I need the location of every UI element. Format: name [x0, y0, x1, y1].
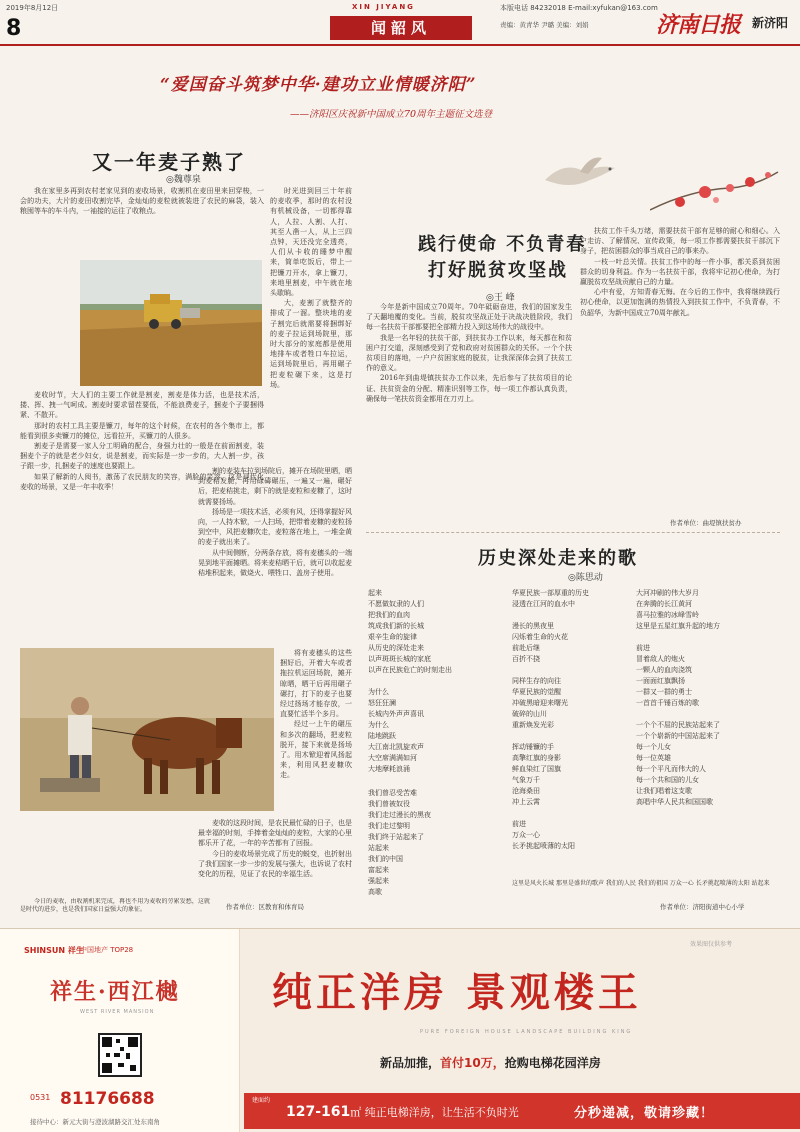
banner-title: “爱国奋斗筑梦中华·建功立业情暖济阳”	[160, 75, 477, 95]
editors-credit: 责编：黄青华 尹璐 美编：刘娟	[500, 21, 589, 29]
article2-footnote: 作者单位：曲堤镇扶贫办	[670, 519, 742, 527]
ad-address: 接待中心：新元大街与澄波湖路交汇处东南角	[30, 1118, 160, 1126]
article1-column-1-bottom: 麦收时节，大人们的主要工作就是割麦，割麦是体力活，也是技术活，搂、挥、拽一气呵成。割麦时要求留茬要低，不能浪费麦子，捆麦个子要捆得紧、不散开。 那时的农村工具主要是镰刀，每年的这个时候，在农村的各个集市上，都能看到很多卖镰刀的摊位，远看拉开，买镰刀的人很多。 割麦子是需要一家人分工明确的配合，身强力壮的一般是在前面割麦，装捆麦个子的就是老少妇女，说是割麦，而实际是一步一步的，大人割一步，孩子跟一步，扎捆麦子的速度也要跟上。 如果了解新的人阅书，激荡了农民朋友的笑容，满脸的笑容，这是现代化麦收的场景，又是一年丰收季！	[20, 391, 264, 491]
article1-column-2: 时光进到回三十年前的麦收季，那时的农村没有机械设备，一切都得靠人，人拉、人割、人打、其至人凿一人，从上三四点钟，天还没完全透亮，人们从卡收的睡梦中醒来，简单吃饭后，带上一把镰刀开水，拿上镰刀，来地里割麦，中午就在地头歇晌。 大，麦割了就整齐的排成了一溜。整块地的麦子割完后就需要将捆绑好的麦子拉运到场院里，那时大部分的家庭都是使用地排车或者牲口车拉运，运到场院里后，再用碾子把麦粒碾下来，这是打场。	[270, 187, 352, 389]
ad-disclaimer: 效果图仅供参考	[690, 941, 733, 948]
issue-date: 2019年8月12日	[6, 4, 59, 12]
newspaper-logo-sub: 新济阳	[752, 16, 789, 30]
article1-column-5: 麦收的这段时间，是农民最忙碌的日子，也是最幸福的时刻，手捧着金灿灿的麦粒，大家的心里都乐开了花，一年的辛苦都有了回报。 今日的麦收场景完成了历史的蜕变，也折射出了我们国家一步一步的发展与强大，也诉说了农村变化的历程，见证了农民的幸福生活。	[198, 819, 352, 879]
section-divider	[366, 532, 780, 533]
ad-area-range: 127-161㎡ 纯正电梯洋房，让生活不负时光	[286, 1104, 519, 1120]
article3-author: ◎陈思动	[568, 573, 603, 583]
ad-brand: SHINSUN 祥生	[24, 946, 84, 955]
article2-column-1: 今年是新中国成立70周年。70年砥砺奋进，我们的国家发生了天翻地覆的变化。当前，脱贫攻坚战正处于决战决胜阶段，我们每一名扶贫干部都要把全部精力投入到这场伟大的战役中。 我是一名年轻的扶贫干部，到扶贫办工作以来，每天都在和贫困户打交道，深刻感受到了党和政府对贫困群众的关怀。一个个扶贫项目的落地，一户户贫困家庭的脱贫，让我深深体会到了扶贫工作的意义。 2016年到曲堤镇扶贫办工作以来，先后参与了扶贫项目的论证、扶贫资金的分配、精准识别等工作，每一项工作都认真负责，确保每一笔扶贫资金都用在刀刃上。	[366, 303, 572, 403]
poem-column-1: 起来 不愿做奴隶的人们 把我们的血肉 筑成我们新的长城 艰辛生命的旋律 从历史的深处走来 以声斑斑长城的家底 以声在民族危亡的时刻走出 为什么 怒狂狂澜 长城内外声声喜讯 为什么 陆地跳跃 大江南北凯旋欢声 大空席满满如河 大地摩耗浪涌	[368, 589, 452, 773]
ad-phone-number[interactable]: 81176688	[60, 1089, 155, 1109]
banner-subtitle: ——济阳区庆祝新中国成立70周年主题征文选登	[290, 109, 493, 120]
poem-column-3: 华夏民族一部厚重的历史 浸透在江河的血水中 漫长的黑夜里 闪烁着生命的火花 前赴后继 百折不挠 同样生存的向往 华夏民族的觉醒 冲破黑暗迎来曙光 破碎的山川 重新焕发光彩 挥动锤镰的手 高擎红旗的身影 鲜血染红了国旗 气象万千 沧海桑田 冲上云霄 前进 万众一心 长矛挑起喷薄的太阳	[512, 589, 589, 850]
article1-column-4: 将有麦穗头的这些捆好后，开着大车或者拖拉机运回场院，摊开晾晒，晒干后再用碾子碾打，打下的麦子也要经过扬场才能存放，一直要忙活半个多月。 经过一上午的碾压和多次的翻场，把麦粒脱开，接下来就是扬场了。用木锨迎着风扬起来，利用风把麦糠吹走。	[280, 649, 352, 780]
ad-headline: 纯正洋房 景观楼王	[272, 969, 642, 1016]
article1-footnote: 作者单位：区教育和体育局	[226, 903, 304, 911]
article2-column-2: 扶贫工作千头万绪，需要扶贫干部有足够的耐心和细心。入户走访、了解情况、宣传政策，每一项工作都需要扶贫干部沉下身子，把贫困群众的事当成自己的事来办。 一枝一叶总关情。扶贫工作中的每一件小事，都关系到贫困群众的切身利益。作为一名扶贫干部，我将牢记初心使命，为打赢脱贫攻坚战贡献自己的力量。 心中有爱，方知青春无悔。在今后的工作中，我将继续践行初心使命，以更加饱满的热情投入到扶贫工作中，不负青春，不负韶华，为新中国成立70周年献礼。	[580, 227, 780, 317]
article1-column-1-top: 我在家里多再到农村老家见到的麦收场景，收割机在麦田里来回穿梭，一会的功夫，大片的麦田收割完毕，金灿灿的麦粒就被装进了农民的麻袋，装入粮囤等车的车斗内，一袖接的运往了收粮点。	[20, 187, 264, 216]
edition-name: XIN JIYANG	[352, 3, 415, 11]
ad-left-panel	[0, 929, 240, 1132]
article3-title: 历史深处走来的歌	[478, 548, 638, 569]
article1-author: ◎魏尊泉	[166, 175, 201, 185]
ad-area-label: 建面约	[252, 1097, 271, 1104]
article1-tail: 今日的麦收，由收割机来完成，再也不用为麦收的劳累发愁，这就是时代的进步，也是我们国家日益强大的象征。	[20, 898, 210, 913]
poem-column-2: 我们曾忍受苦难 我们曾被奴役 我们走过漫长的黑夜 我们走过黎明 我们终于站起来了 站起来 我们的中国 富起来 强起来 高歌	[368, 789, 431, 896]
page-number: 8	[6, 16, 22, 41]
article2-title-line2: 打好脱贫攻坚战	[428, 260, 568, 281]
article1-title: 又一年麦子熟了	[92, 150, 246, 174]
poem-column-2-tail: 这里是风火长城 那里是盛世的歌声 我们的人民 我们的祖国 万众一心 长矛挑起喷薄的太阳 站起来	[512, 880, 770, 887]
poem-column-4: 大河冲刷的伟大岁月 在奔腾的长江黄河 喜马拉雅的冰峰雪岭 这里是五星红旗升起的地方 前进 冒着敌人的炮火 一颗人的血肉浇筑 一面面红旗飘扬 一群又一群的勇士 一首首千锤百炼的歌 一个个不屈的民族站起来了 一个个崭新的中国站起来了 每一个儿女 每一位英雄 每一个平凡而伟大的人 每一个共和国的儿女 让我们唱着这支歌 高唱中华人民共和国国歌	[636, 589, 720, 806]
contact-info: 本版电话 84232018 E-mail:xyfukan@163.com	[500, 4, 658, 12]
newspaper-logo: 济南日报	[656, 12, 741, 38]
ad-project-english: WEST RIVER MANSION	[80, 1009, 155, 1015]
article1-column-3: 割的麦装车拉到场院后，摊开在场院里晒，晒到麦秸发脆，再用碌碡碾压，一遍又一遍，碾好后，把麦秸挑走，剩下的就是麦粒和麦糠了，这时就需要扬场。 扬场是一项技术活，必须有风，还得掌握好风向，一人持木锨，一人扫场，把带着麦糠的麦粒扬到空中，风把麦糠吹走，麦粒落在地上，一堆金黄的麦子就出来了。 从中间侧断，分两条存放，将有麦穗头的一端晃到地平面摊晒。将来麦秸晒干后，就可以收起麦秸堆积起来，做烧火、喂牲口、盖房子使用。	[198, 467, 352, 578]
ad-phone-area-code: 0531	[30, 1093, 51, 1102]
article2-title-line1: 践行使命 不负青春	[418, 234, 587, 255]
article2-author: ◎王 峰	[486, 293, 515, 303]
ad-bottom-bar	[244, 1093, 800, 1129]
ad-ranking: 中国地产 TOP28	[80, 946, 134, 954]
bird-illustration	[540, 150, 620, 200]
plum-blossom-illustration	[650, 160, 780, 220]
ad-slogan: 新品加推，首付10万，抢购电梯花园洋房	[380, 1056, 601, 1070]
header-rule	[0, 44, 800, 46]
qr-code-icon[interactable]	[98, 1033, 142, 1077]
section-title: 闻韶风	[330, 16, 472, 40]
wheat-harvest-photo	[80, 260, 262, 386]
ad-project-name: 祥生·西江樾	[50, 979, 180, 1005]
article3-footnote: 作者单位：济阳街道中心小学	[660, 903, 745, 911]
ad-call-to-action: 分秒递减，敬请珍藏！	[574, 1106, 715, 1121]
threshing-ox-photo	[20, 648, 274, 811]
ad-english-tagline: PURE FOREIGN HOUSE LANDSCAPE BUILDING KING	[420, 1029, 633, 1035]
real-estate-ad[interactable]	[0, 928, 800, 1132]
